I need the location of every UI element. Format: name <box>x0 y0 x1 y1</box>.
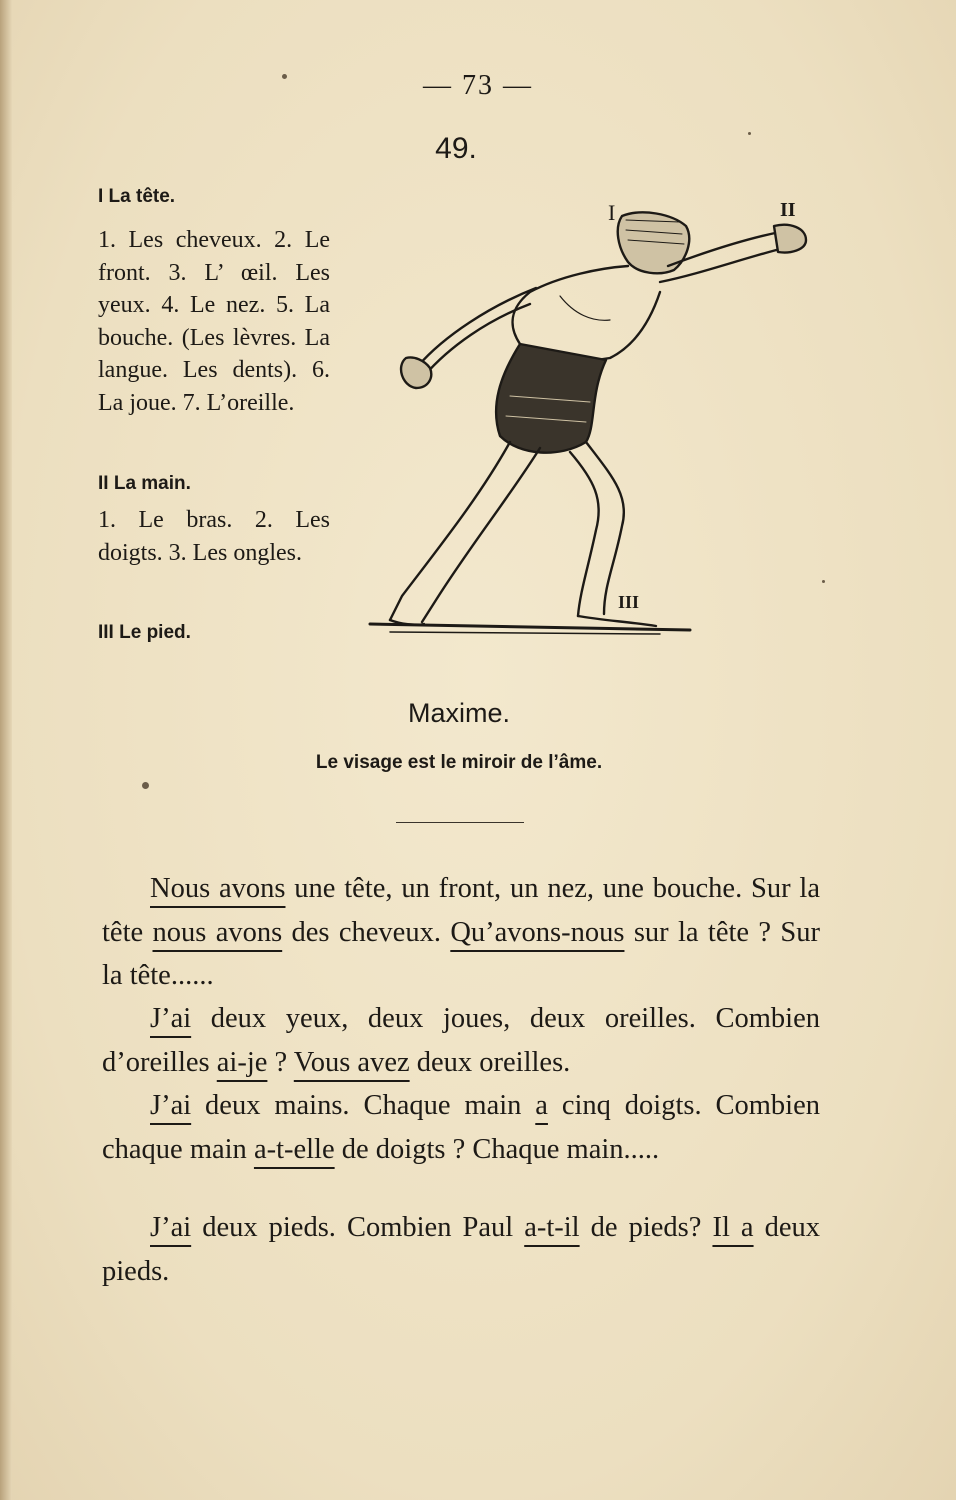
paragraph-text: de pieds? <box>579 1212 713 1243</box>
page-edge <box>0 0 12 1500</box>
figure-label-hand: II <box>780 199 796 221</box>
figure-label-foot: III <box>618 592 640 612</box>
paper-speck <box>282 74 287 79</box>
paper-speck <box>822 580 825 583</box>
underlined-phrase: a <box>535 1090 548 1121</box>
paragraph-text: deux pieds. <box>102 1212 821 1287</box>
vocab-heading-foot: III Le pied. <box>98 622 191 643</box>
maxime-title: Maxime. <box>407 698 510 728</box>
boxer-illustration <box>360 196 796 642</box>
paragraph-text: deux mains. Chaque main <box>191 1090 536 1121</box>
underlined-phrase: J’ai <box>150 1212 192 1243</box>
paragraph-text: une tête, un front, un nez, une bouche. Sur la tête <box>102 873 820 948</box>
underlined-phrase: J’ai <box>150 1003 192 1034</box>
paper-speck <box>142 782 149 789</box>
section-divider <box>396 822 524 823</box>
vocab-list-head: 1. Les cheveux. 2. Le front. 3. L’ œil. Les yeux. 4. Le nez. 5. La bouche. (Les lèvres. La langue. Les dents). 6. La joue. 7. L’oreille. <box>98 227 330 416</box>
figure-label-head: I <box>608 200 616 225</box>
underlined-phrase: Qu’avons-nous <box>450 916 625 948</box>
paragraph-text: cinq doigts. Combien chaque main <box>102 1090 820 1165</box>
paragraph-feet <box>102 1206 820 1293</box>
underlined-phrase: J’ai <box>150 1090 192 1121</box>
underlined-phrase: Il a <box>712 1212 754 1243</box>
vocab-heading-hand: II La main. <box>98 473 191 494</box>
paragraph-text: de doigts ? Chaque main..... <box>334 1133 660 1165</box>
paragraph-text: ? <box>267 1046 294 1078</box>
vocab-heading-head: I La tête. <box>98 186 176 207</box>
underlined-phrase: a-t-elle <box>253 1133 335 1165</box>
paragraph-text: deux oreilles. <box>409 1046 571 1078</box>
paragraph-text: des cheveux. <box>282 916 451 948</box>
paragraph-text: deux pieds. Combien Paul <box>191 1212 525 1243</box>
paragraph-head <box>102 867 820 998</box>
page-number: — 73 — <box>423 70 533 101</box>
paper-speck <box>748 132 751 135</box>
lesson-number: 49. <box>435 132 477 165</box>
underlined-phrase: a-t-il <box>524 1212 580 1243</box>
paragraph-ears <box>102 997 820 1084</box>
underlined-phrase: Vous avez <box>293 1046 410 1078</box>
vocab-list-hand: 1. Le bras. 2. Les doigts. 3. Les ongles. <box>98 507 330 566</box>
underlined-phrase: nous avons <box>152 916 283 948</box>
underlined-phrase: Nous avons <box>150 873 286 904</box>
underlined-phrase: ai-je <box>216 1046 268 1078</box>
maxime-text: Le visage est le miroir de l’âme. <box>315 752 603 773</box>
paragraph-text: deux yeux, deux joues, deux oreilles. Combien d’oreilles <box>102 1003 820 1078</box>
paragraph-hands <box>102 1084 820 1171</box>
paragraph-text: sur la tête ? Sur la tête...... <box>102 916 820 991</box>
